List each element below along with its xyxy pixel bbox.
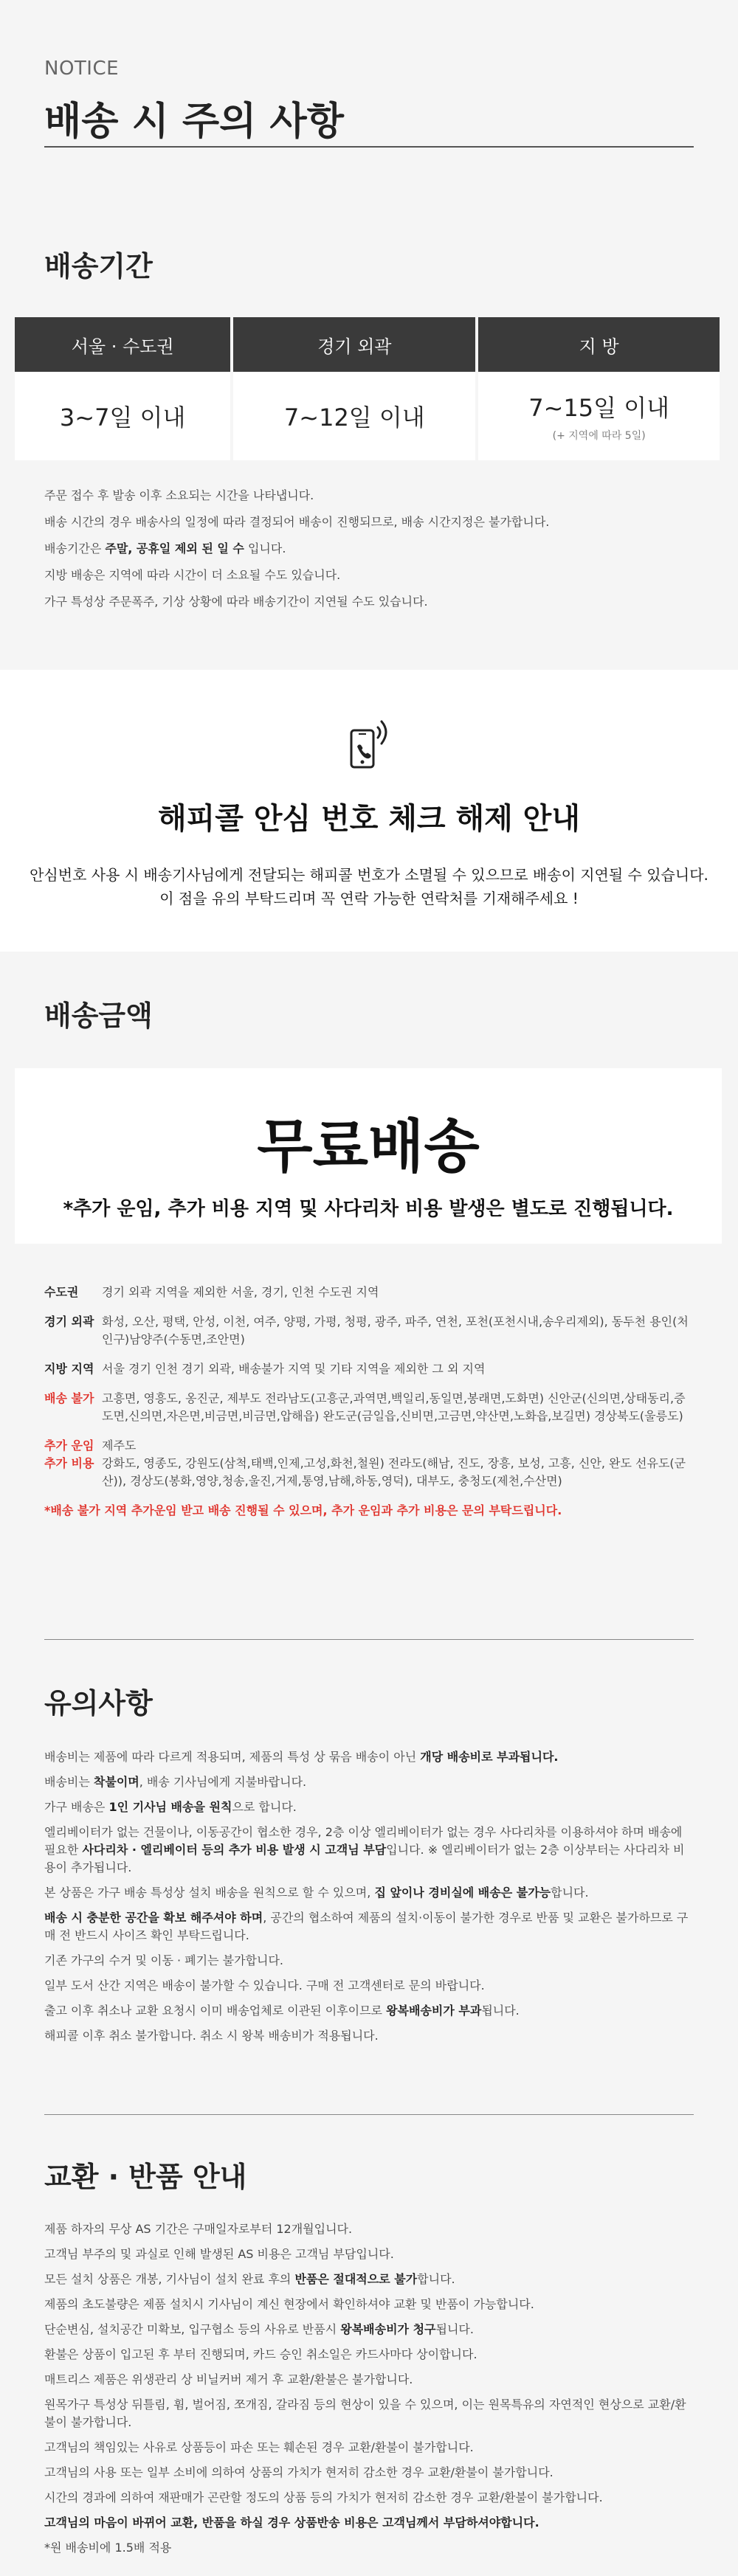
region-text: 제주도 강화도, 영종도, 강원도(삼척,태백,인제,고성,화천,철원) 전라도(해남, 진도, 장흥, 보성, 고흥, 신안, 완도 선유도(군산)), 경상도(봉화,영양,청송,울진,거제,통영,남해,하동,영덕), 대부도, 충청도(제천,수산면) (102, 1438, 686, 1488)
free-delivery-subtext: *추가 운임, 추가 비용 지역 및 사다리차 비용 발생은 별도로 진행됩니다. (63, 1198, 674, 1220)
caution-item: 출고 이후 취소나 교환 요청시 이미 배송업체로 이관된 이후이므로 왕복배송비가 부과됩니다. (44, 2004, 520, 2018)
region-row (44, 1390, 694, 1425)
region-row (44, 1313, 694, 1348)
region-text: 서울 경기 인천 경기 외곽, 배송불가 지역 및 기타 지역을 제외한 그 외 지역 (102, 1362, 486, 1376)
period-note: 배송기간은 주말, 공휴일 제외 된 일 수 입니다. (44, 541, 286, 555)
notice-label: NOTICE (44, 58, 120, 80)
caution-item: 배송비는 제품에 따라 다르게 적용되며, 제품의 특성 상 묶음 배송이 아닌 개당 배송비로 부과됩니다. (44, 1750, 559, 1764)
exchange-item: 고객님의 사용 또는 일부 소비에 의하여 상품의 가치가 현저히 감소한 경우 교환/환불이 불가합니다. (44, 2465, 554, 2479)
free-delivery-box (15, 1068, 722, 1244)
exchange-item: 제품 하자의 무상 AS 기간은 구매일자로부터 12개월입니다. (44, 2222, 353, 2236)
period-value-gyeonggi-outer: 7~12일 이내 (232, 372, 477, 460)
exchange-item: *원 배송비에 1.5배 적용 (44, 2541, 172, 2555)
region-text: 화성, 오산, 평택, 안성, 이천, 여주, 양평, 가평, 청평, 광주, 파주, 연천, 포천(포천시내,송우리제외), 동두천 용인(처인구)남양주(수동면,조안면) (102, 1315, 689, 1346)
period-col-capital: 서울 · 수도권 (15, 317, 232, 372)
section-title-exchange: 교환 · 반품 안내 (44, 2161, 247, 2193)
caution-item: 일부 도서 산간 지역은 배송이 불가할 수 있습니다. 구매 전 고객센터로 문의 바랍니다. (44, 1978, 485, 1992)
page-title: 배송 시 주의 사항 (44, 100, 344, 144)
exchange-item: 모든 설치 상품은 개봉, 기사님이 설치 완료 후의 반품은 절대적으로 불가합니다. (44, 2272, 455, 2286)
divider (44, 2114, 694, 2115)
happy-call-desc-line2: 이 점을 유의 부탁드리며 꼭 연락 가능한 연락처를 기재해주세요 ! (159, 890, 579, 907)
exchange-item: 제품의 초도불량은 제품 설치시 기사님이 계신 현장에서 확인하셔야 교환 및 반품이 가능합니다. (44, 2297, 534, 2311)
happy-call-desc-line1: 안심번호 사용 시 배송기사님에게 전달되는 해피콜 번호가 소멸될 수 있으므로 배송이 지연될 수 있습니다. (30, 866, 708, 884)
happy-call-desc (0, 863, 738, 910)
free-delivery-text: 무료배송 (257, 1114, 480, 1180)
period-note: 주문 접수 후 발송 이후 소요되는 시간을 나타냅니다. (44, 488, 314, 502)
exchange-item: 단순변심, 설치공간 미확보, 입구협소 등의 사유로 반품시 왕복배송비가 청구됩니다. (44, 2322, 474, 2336)
region-row (44, 1360, 694, 1378)
exchange-item: 고객님의 책임있는 사유로 상품등이 파손 또는 훼손된 경우 교환/환불이 불가합니다. (44, 2440, 474, 2454)
period-value-capital: 3~7일 이내 (15, 372, 232, 460)
happy-call-title: 해피콜 안심 번호 체크 해제 안내 (158, 802, 580, 836)
title-divider (44, 146, 694, 148)
region-row (44, 1284, 694, 1301)
region-red-note: *배송 불가 지역 추가운임 받고 배송 진행될 수 있으며, 추가 운임과 추가 비용은 문의 부탁드립니다. (44, 1503, 562, 1517)
happy-call-panel (0, 670, 738, 952)
region-row (44, 1437, 694, 1490)
period-notes (44, 487, 694, 620)
exchange-item: 원목가구 특성상 뒤틀림, 휨, 벌어짐, 쪼개짐, 갈라짐 등의 현상이 있을 수 있으며, 이는 원목특유의 자연적인 현상으로 교환/환불이 불가합니다. (44, 2397, 686, 2429)
caution-item: 배송 시 충분한 공간을 확보 해주셔야 하며, 공간의 협소하여 제품의 설치·이동이 불가한 경우로 반품 및 교환은 불가하므로 구매 전 반드시 사이즈 확인 부탁드립니다. (44, 1911, 689, 1942)
section-title-period: 배송기간 (44, 250, 153, 283)
divider (44, 1639, 694, 1640)
caution-list (44, 1748, 694, 2052)
caution-item: 해피콜 이후 취소 불가합니다. 취소 시 왕복 배송비가 적용됩니다. (44, 2029, 379, 2043)
phone-ringing-icon (341, 714, 397, 770)
caution-item: 가구 배송은 1인 기사님 배송을 원칙으로 합니다. (44, 1800, 297, 1814)
exchange-item: 매트리스 제품은 위생관리 상 비닐커버 제거 후 교환/환불은 불가합니다. (44, 2372, 413, 2386)
region-label: 수도권 (44, 1285, 79, 1299)
region-text: 경기 외곽 지역을 제외한 서울, 경기, 인천 수도권 지역 (102, 1285, 379, 1299)
exchange-item: 시간의 경과에 의하여 재판매가 곤란할 정도의 상품 등의 가치가 현저히 감소한 경우 교환/환불이 불가합니다. (44, 2490, 603, 2504)
period-col-province: 지 방 (477, 317, 720, 372)
region-label: 배송 불가 (44, 1391, 94, 1405)
period-note: 배송 시간의 경우 배송사의 일정에 따라 결정되어 배송이 진행되므로, 배송 시간지정은 불가합니다. (44, 515, 550, 529)
period-sub-note: (+ 지역에 따라 5일) (552, 430, 646, 442)
section-title-caution: 유의사항 (44, 1687, 153, 1720)
exchange-item: 고객님 부주의 및 과실로 인해 발생된 AS 비용은 고객님 부담입니다. (44, 2247, 394, 2261)
period-value-province-days: 7~15일 이내 (528, 394, 670, 422)
period-table (15, 317, 720, 460)
section-title-fee: 배송금액 (44, 1000, 153, 1032)
period-value-province (477, 372, 720, 460)
caution-item: 엘리베이터가 없는 건물이나, 이동공간이 협소한 경우, 2층 이상 엘리베이터가 없는 경우 사다리차를 이용하셔야 하며 배송에 필요한 사다리차 · 엘리베이터 등의 추가 비용 발생 시 고객님 부담입니다. ※ 엘리베이터가 없는 2층 이상부터는 사다리차 비용이 추가됩니다. (44, 1825, 685, 1874)
exchange-item: 고객님의 마음이 바뀌어 교환, 반품을 하실 경우 상품반송 비용은 고객님께서 부담하셔야합니다. (44, 2516, 539, 2530)
period-note: 지방 배송은 지역에 따라 시간이 더 소요될 수도 있습니다. (44, 568, 341, 582)
region-label: 추가 운임 추가 비용 (44, 1438, 94, 1470)
caution-item: 본 상품은 가구 배송 특성상 설치 배송을 원칙으로 할 수 있으며, 집 앞이나 경비실에 배송은 불가능합니다. (44, 1886, 589, 1900)
region-label: 지방 지역 (44, 1362, 94, 1376)
period-note: 가구 특성상 주문폭주, 기상 상황에 따라 배송기간이 지연될 수도 있습니다. (44, 595, 428, 609)
region-list (44, 1284, 694, 1520)
region-text: 고흥면, 영흥도, 옹진군, 제부도 전라남도(고흥군,과역면,백일리,동일면,봉래면,도화면) 신안군(신의면,상태동리,증도면,신의면,자은면,비금면,비금면,압해읍) 완도군(금일읍,신비면,고금면,약산면,노화읍,보길면) 경상북도(울릉도) (102, 1391, 686, 1423)
region-label: 경기 외곽 (44, 1315, 94, 1329)
exchange-item: 환불은 상품이 입고된 후 부터 진행되며, 카드 승인 취소일은 카드사마다 상이합니다. (44, 2347, 477, 2361)
exchange-list (44, 2220, 694, 2564)
caution-item: 배송비는 착불이며, 배송 기사님에게 지불바랍니다. (44, 1775, 307, 1789)
caution-item: 기존 가구의 수거 및 이동 · 폐기는 불가합니다. (44, 1953, 283, 1967)
period-col-gyeonggi-outer: 경기 외곽 (232, 317, 477, 372)
